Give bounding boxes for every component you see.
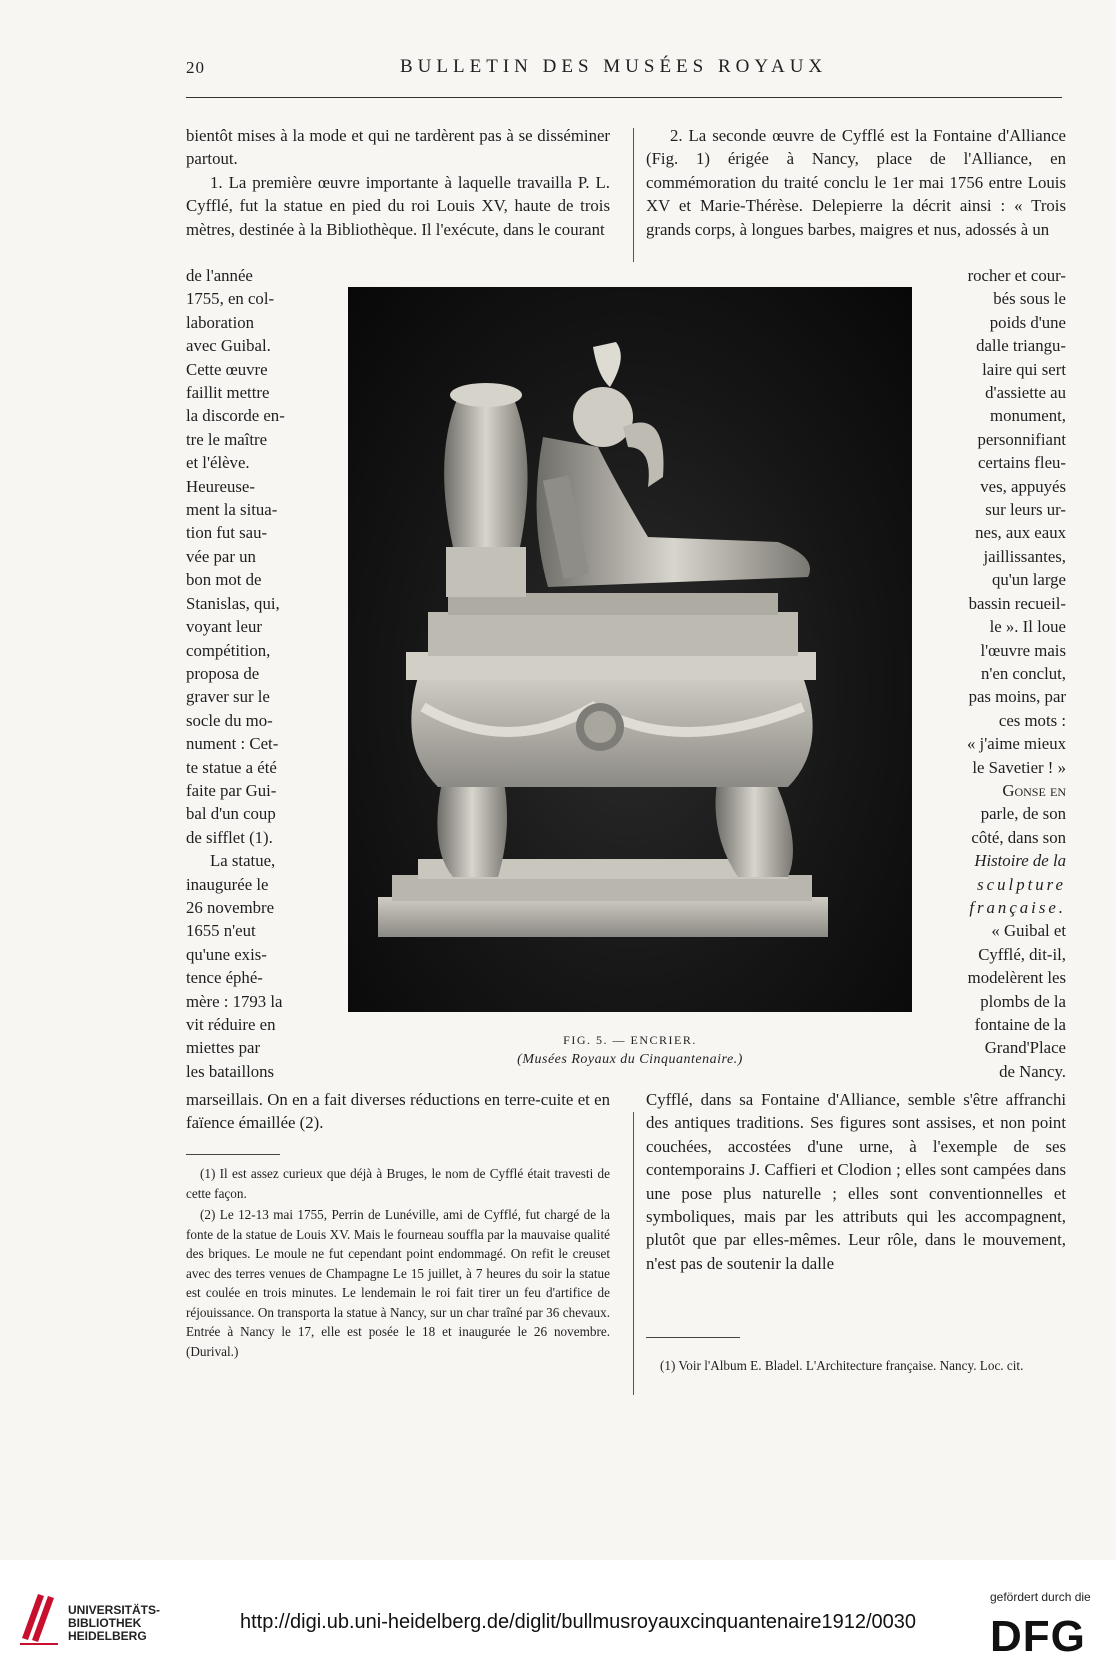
right-column-top	[646, 124, 1066, 241]
text-line: faite par Gui-	[186, 780, 277, 800]
text-line: de l'année	[186, 266, 253, 285]
header-rule	[186, 97, 1062, 98]
text-line: sculpture	[977, 874, 1066, 894]
text-line: 1755, en col-	[186, 289, 275, 309]
footnote-rule-right	[646, 1337, 740, 1338]
text-line: miettes par	[186, 1038, 261, 1058]
text-line: Grand'Place	[984, 1038, 1066, 1058]
library-name	[68, 1604, 160, 1643]
text-line: Histoire de la	[974, 851, 1066, 871]
text-line: monument,	[990, 406, 1066, 426]
left-column-bottom	[186, 1088, 610, 1135]
text-line: de sifflet (1).	[186, 827, 273, 847]
text-line: tre le maître	[186, 429, 268, 449]
text-line: « Guibal et	[991, 921, 1066, 941]
funding-note: gefördert durch die	[990, 1590, 1091, 1604]
text-line: bassin recueil-	[968, 593, 1066, 613]
text-line: « j'aime mieux	[966, 734, 1066, 754]
text-line: ves, appuyés	[980, 476, 1066, 496]
text-line: nes, aux eaux	[975, 523, 1066, 543]
footnote: (1) Voir l'Album E. Bladel. L'Architecture française. Nancy. Loc. cit.	[660, 1358, 1024, 1373]
text-line: ment la situa-	[186, 500, 278, 520]
text-line: ces mots :	[998, 710, 1066, 730]
text-line: graver sur le	[186, 687, 270, 707]
text-line: parle, de son	[980, 804, 1066, 824]
text-line: inaugurée le	[186, 874, 269, 894]
page-number: 20	[186, 58, 205, 77]
text-line: bon mot de	[186, 570, 262, 590]
text-line: pas moins, par	[968, 687, 1066, 707]
narrow-right-column	[920, 264, 1066, 1083]
running-title: BULLETIN DES MUSÉES ROYAUX	[400, 56, 828, 77]
text-line: fontaine de la	[974, 1015, 1066, 1034]
paragraph: marseillais. On en a fait diverses réductions en terre-cuite et en faïence émaillée (2).	[186, 1090, 610, 1133]
text-line: le Savetier ! »	[972, 757, 1066, 777]
figure-source: (Musées Royaux du Cinquantenaire.)	[517, 1052, 743, 1067]
text-line: d'assiette au	[985, 383, 1066, 403]
text-line: côté, dans son	[971, 827, 1066, 847]
text-line: modelèrent les	[967, 968, 1066, 988]
inkwell-photograph	[348, 287, 912, 1012]
right-column-bottom	[646, 1088, 1066, 1275]
text-line: voyant leur	[186, 617, 262, 637]
dfg-logo: DFG	[990, 1612, 1086, 1661]
text-line: rocher et cour-	[967, 266, 1066, 285]
text-line: n'en conclut,	[980, 663, 1066, 683]
left-column-top	[186, 124, 610, 241]
text-line: bal d'un coup	[186, 804, 276, 824]
text-line: qu'un large	[991, 570, 1066, 590]
text-line: faillit mettre	[186, 383, 270, 403]
text-line: bés sous le	[993, 289, 1066, 309]
narrow-left-column	[186, 264, 306, 1083]
text-line: certains fleu-	[977, 453, 1066, 473]
text-line: Cette œuvre	[186, 359, 268, 379]
paragraph: bientôt mises à la mode et qui ne tardèrent pas à se disséminer partout.	[186, 126, 610, 169]
paragraph: Cyfflé, dans sa Fontaine d'Alliance, semble s'être affranchi des antiques traditions. Ses figures sont assises, et non point couchées, accostées d'une urne, à l'exemple de ses contemporains J. Caffieri et Clodion ; elles sont campées dans une pose plus naturelle ; elles sont conventionnelles et symboliques, mais par les attributs qui les accompagnent, plutôt que par elles-mêmes. Leur rôle, dans le mouvement, n'est pas de soutenir la dalle	[646, 1090, 1066, 1273]
text-line: l'œuvre mais	[980, 640, 1066, 660]
university-library-logo-icon	[18, 1588, 60, 1646]
digitization-footer	[0, 1560, 1116, 1671]
footnote: (2) Le 12-13 mai 1755, Perrin de Lunéville, ami de Cyfflé, fut chargé de la fonte de la statue de Louis XV. Mais le fourneau souffla par la mauvaise qualité des briques. Le moule ne fut cependant point endommagé. On refit le creuset avec des terres venues de Champagne Le 15 juillet, à 7 heures du soir la statue est coulée en trois minutes. Le lendemain le roi fait tirer un feu d'artifice de réjouissance. On transporta la statue à Nancy, sur un char traîné par 36 chevaux. Entrée à Nancy le 17, elle est posée le 18 et inaugurée le 26 novembre. (Durival.)	[186, 1207, 610, 1359]
text-line: 1655 n'eut	[186, 921, 256, 941]
paragraph: 2. La seconde œuvre de Cyfflé est la Fontaine d'Alliance (Fig. 1) érigée à Nancy, place de l'Alliance, en commémoration du traité conclu le 1er mai 1756 entre Louis XV et Marie-Thérèse. Delepierre la décrit ainsi : « Trois grands corps, à longues barbes, maigres et nus, adossés à un	[646, 126, 1066, 239]
paragraph: 1. La première œuvre importante à laquelle travailla P. L. Cyfflé, fut la statue en pied du roi Louis XV, haute de trois mètres, destinée à la Bibliothèque. Il l'exécute, dans le courant	[186, 172, 610, 239]
library-name-line: HEIDELBERG	[68, 1629, 147, 1643]
text-line: nument : Cet-	[186, 734, 279, 754]
text-line: personnifiant	[977, 429, 1066, 449]
inkwell-illustration	[348, 287, 912, 1012]
text-line: La statue,	[210, 851, 276, 871]
text-line: 26 novembre	[186, 897, 275, 917]
text-line: Heureuse-	[186, 476, 255, 496]
text-line: dalle triangu-	[976, 336, 1066, 356]
source-url[interactable]: http://digi.ub.uni-heidelberg.de/diglit/bullmusroyauxcinquantenaire1912/0030	[240, 1611, 917, 1633]
text-line: laire qui sert	[982, 359, 1066, 379]
library-name-line: BIBLIOTHEK	[68, 1616, 142, 1630]
text-line: le ». Il loue	[989, 617, 1066, 637]
text-line: te statue a été	[186, 757, 277, 777]
text-line: tence éphé-	[186, 968, 263, 988]
text-line: plombs de la	[980, 991, 1066, 1011]
footnotes-left	[186, 1164, 610, 1363]
text-line: tion fut sau-	[186, 523, 268, 543]
text-line: jaillissantes,	[983, 546, 1066, 566]
text-line: laboration	[186, 312, 255, 332]
text-line: compétition,	[186, 640, 271, 660]
footnotes-right	[646, 1356, 1066, 1376]
text-line: la discorde en-	[186, 406, 285, 426]
column-rule-bottom	[633, 1112, 634, 1395]
library-name-line: UNIVERSITÄTS-	[68, 1603, 161, 1617]
text-line: sur leurs ur-	[985, 500, 1066, 520]
column-rule-top	[633, 128, 634, 262]
text-line: qu'une exis-	[186, 944, 267, 964]
text-line: mère : 1793 la	[186, 991, 283, 1011]
footnote: (1) Il est assez curieux que déjà à Bruges, le nom de Cyfflé était travesti de cette façon.	[186, 1166, 610, 1201]
figure-caption: FIG. 5. — ENCRIER.	[563, 1033, 697, 1047]
footnote-rule-left	[186, 1154, 280, 1155]
text-line: de Nancy.	[999, 1061, 1066, 1081]
text-line: Stanislas, qui,	[186, 593, 280, 613]
text-line: proposa de	[186, 663, 260, 683]
text-line: et l'élève.	[186, 453, 250, 473]
text-line: socle du mo-	[186, 710, 273, 730]
text-line: avec Guibal.	[186, 336, 271, 356]
text-line: Cyfflé, dit-il,	[978, 944, 1066, 964]
text-line: les bataillons	[186, 1061, 275, 1081]
text-line: vée par un	[186, 546, 256, 566]
text-line: française.	[969, 897, 1066, 917]
text-line: vit réduire en	[186, 1015, 276, 1034]
text-line: poids d'une	[989, 312, 1066, 332]
text-line: Gonse en	[1002, 780, 1066, 800]
